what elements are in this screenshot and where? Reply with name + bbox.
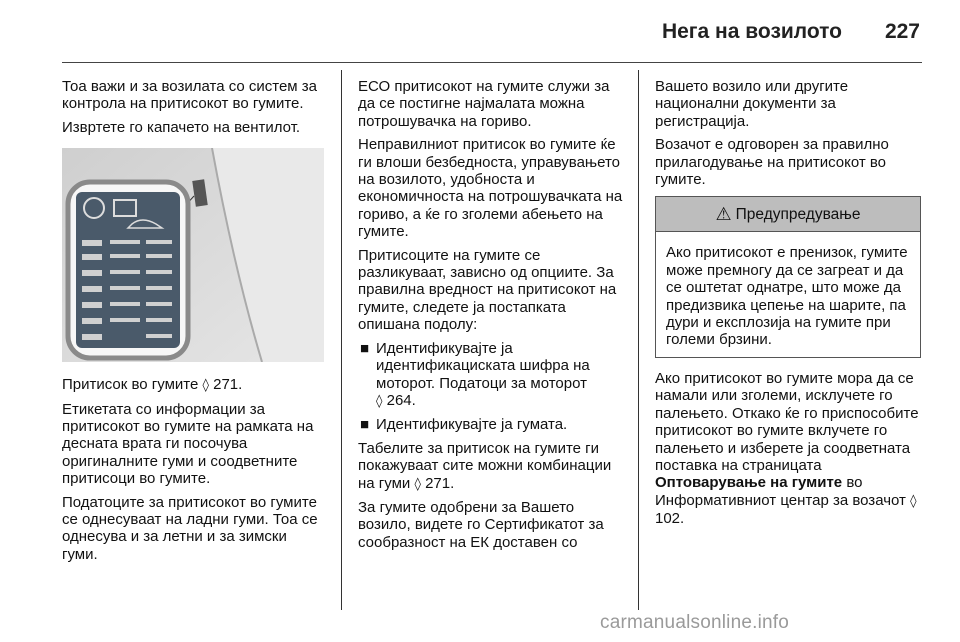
page-number: 227 <box>884 20 920 43</box>
paragraph: Притисок во гумите ◊ 271. <box>62 376 243 394</box>
paragraph: Возачот е одговорен за правилно прилагодување на притисокот во гумите. <box>655 136 889 189</box>
paragraph: Етикетата со информации за притисокот во гумите на рамката на десната врата ги посочува оригиналните гуми и соодветните притисоци во гумите. <box>62 400 314 488</box>
paragraph: Вашето возило или другите национални документи за регистрација. <box>655 78 849 130</box>
paragraph: За гумите одобрени за Вашето возило, видете го Сертификатот за сообразност на ЕК доставен со <box>358 498 604 551</box>
paragraph: Табелите за притисок на гумите ги покажуваат сите можни комбинации на гуми ◊ 271. <box>358 439 612 492</box>
paragraph: Неправилниот притисок во гумите ќе ги влоши безбедноста, управувањето на возилото, удобноста и економичноста на потрошувачката на гориво, а ќе го зголеми абењето на гумите. <box>358 136 623 241</box>
watermark: carmanualsonline.info <box>600 612 790 633</box>
column-1 <box>62 78 324 569</box>
triangle-pointer-icon: ◊ <box>376 393 383 409</box>
page-header <box>0 0 960 62</box>
warning-body: Ако притисокот е пренизок, гумите може премногу да се загреат и да се оштетат однатре, што може да предизвика цепење на шарите, па дури и експлозија на гумите при големи брзини. <box>666 244 908 349</box>
tire-pressure-label-illustration <box>62 148 324 362</box>
triangle-pointer-icon: ◊ <box>910 493 917 509</box>
column-3 <box>655 78 921 534</box>
paragraph: ЕСО притисокот на гумите служи за да се постигне најмалата можна потрошувачка на гориво. <box>358 78 610 130</box>
column-divider <box>638 70 639 610</box>
paragraph: Податоците за притисокот во гумите се однесуваат на ладни гуми. Тоа се однесува и за летни и за зимски гуми. <box>62 493 318 563</box>
page-reference[interactable]: 102. <box>655 510 685 528</box>
warning-title: Предупредување <box>735 205 861 223</box>
triangle-pointer-icon: ◊ <box>202 378 209 394</box>
square-bullet-icon: ■ <box>360 416 370 434</box>
list-item: ■ Идентификувајте ја гумата. <box>360 416 568 434</box>
square-bullet-icon: ■ <box>360 339 370 357</box>
paragraph: Ако притисокот во гумите мора да се намали или зголеми, исклучете го палењето. Откако ќе го приспособите притисокот во гумите вклучете го палењето и изберете ја соодветната поставка на страницата Оптоварување на гумите во Информативниот центар за возачот ◊ 102. <box>655 369 919 528</box>
page-reference[interactable]: 264. <box>386 391 416 409</box>
paragraph: Извртете го капачето на вентилот. <box>62 118 301 136</box>
header-divider <box>62 62 922 63</box>
page-reference[interactable]: 271. <box>213 376 243 394</box>
paragraph: Притисоците на гумите се разликуваат, зависно од опциите. За правилна вредност на притисокот на гумите, следете ја постапката опишана подолу: <box>358 246 617 334</box>
warning-header <box>656 197 920 232</box>
section-title: Нега на возилото <box>661 20 842 43</box>
page-reference[interactable]: 271. <box>425 474 455 492</box>
column-divider <box>341 70 342 610</box>
warning-triangle-icon: ⚠ <box>715 203 732 224</box>
menu-setting-name: Оптоварување на гумите <box>655 474 843 492</box>
column-2 <box>358 78 624 557</box>
list-item: ■ Идентификувајте ја идентификациската шифра на моторот. Податоци за моторот ◊ 264. <box>360 339 590 409</box>
warning-box <box>655 196 921 357</box>
door-frame-label-svg <box>62 148 324 362</box>
triangle-pointer-icon: ◊ <box>414 476 421 492</box>
paragraph: Тоа важи и за возилата со систем за контрола на притисокот во гумите. <box>62 78 318 113</box>
